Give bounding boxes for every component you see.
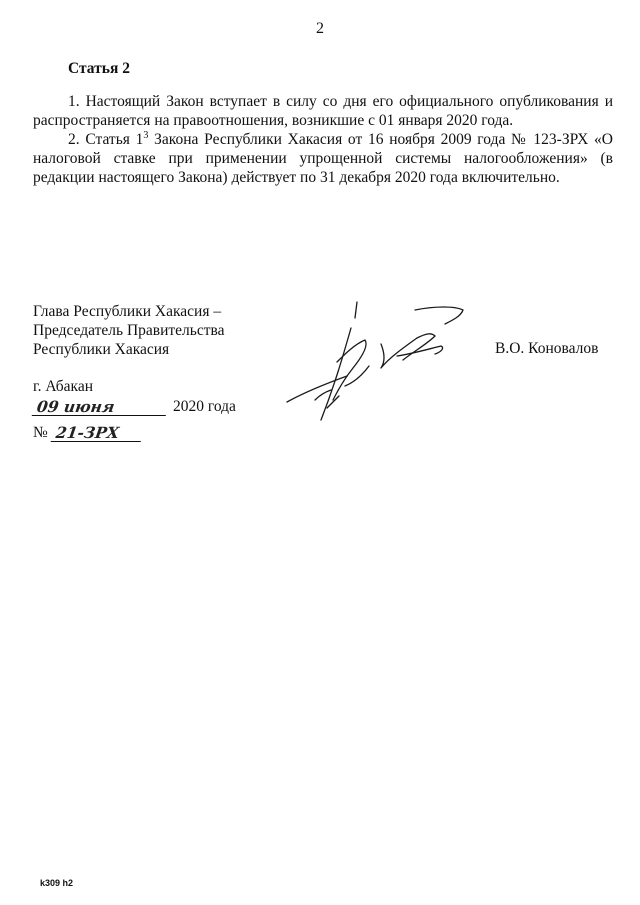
date-year: 2020 года: [173, 398, 236, 415]
paragraph-1: 1. Настоящий Закон вступает в силу со дня его официального опубликования и распространяется на правоотношения, возникшие с 01 января 2020 года.: [33, 93, 613, 129]
article-body: [33, 92, 613, 187]
paragraph-2-suffix: Закона Республики Хакасия от 16 ноября 2009 года № 123-ЗРХ «О налоговой ставке при применении упрощенной системы налогообложения» (в редакции настоящего Закона) действует по 31 декабря 2020 года включительно.: [33, 131, 613, 186]
signatory-title-line-2: Председатель Правительства: [33, 322, 225, 339]
signatory-name: В.О. Коновалов: [495, 340, 599, 357]
signatory-title-line-3: Республики Хакасия: [33, 341, 170, 358]
number-sign: №: [33, 424, 48, 441]
page-number: 2: [316, 20, 324, 37]
signatory-title-line-1: Глава Республики Хакасия –: [33, 303, 222, 320]
city: г. Абакан: [33, 378, 94, 395]
footer-code: k309 h2: [40, 878, 74, 888]
handwritten-signature: [285, 296, 475, 426]
paragraph-2-prefix: 2. Статья 1: [68, 131, 144, 148]
date-line: [33, 398, 236, 416]
date-handwritten: 09 июня: [32, 398, 169, 416]
signatory-title: [33, 302, 225, 359]
article-heading: Статья 2: [68, 60, 130, 77]
law-number-line: [33, 424, 142, 442]
paragraph-2-superscript: 3: [143, 129, 149, 141]
law-number-handwritten: 21-ЗРХ: [51, 424, 144, 442]
paragraph-2: [33, 130, 613, 187]
